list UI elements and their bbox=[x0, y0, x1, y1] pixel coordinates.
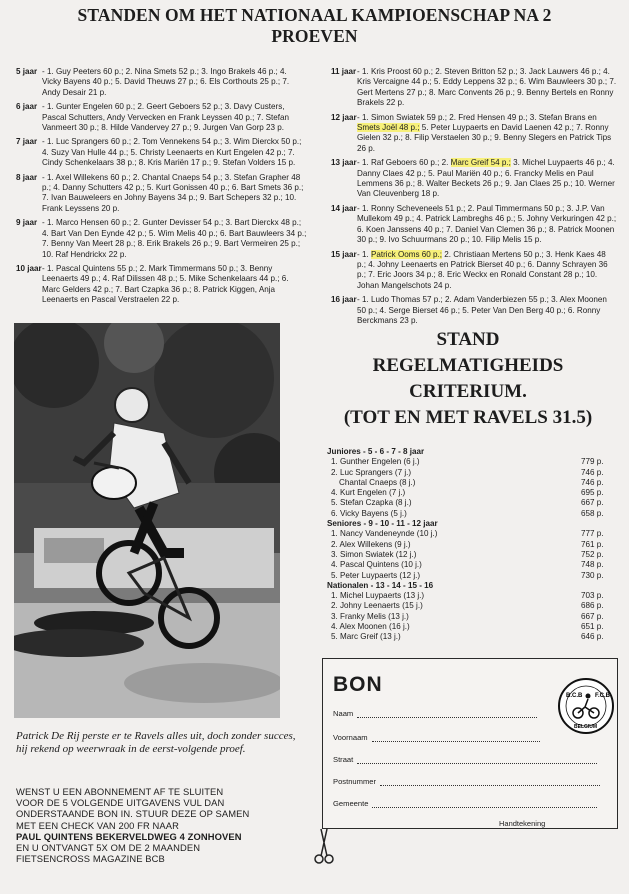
points: 730 p. bbox=[581, 570, 604, 580]
table-row bbox=[327, 560, 611, 570]
age-label: 16 jaar bbox=[331, 295, 357, 305]
field-line[interactable] bbox=[372, 741, 540, 742]
promo-line: ONDERSTAANDE BON IN. STUUR DEZE OP SAMEN bbox=[16, 808, 250, 820]
street-field[interactable] bbox=[333, 755, 597, 764]
age-label: 6 jaar bbox=[16, 102, 38, 112]
points: 752 p. bbox=[581, 549, 604, 559]
rider-name: 4. Pascal Quintens (10 j.) bbox=[331, 560, 422, 570]
rider-name: 2. Johny Leenaerts (15 j.) bbox=[331, 601, 423, 611]
table-row bbox=[327, 632, 611, 642]
points: 779 p. bbox=[581, 457, 604, 467]
rider-name: 4. Alex Moonen (16 j.) bbox=[331, 622, 410, 632]
table-row bbox=[327, 540, 611, 550]
headline-line-1: STANDEN OM HET NATIONAAL KAMPIOENSCHAP NA 2 bbox=[77, 5, 552, 25]
field-line[interactable] bbox=[372, 807, 597, 808]
points: 651 p. bbox=[581, 622, 604, 632]
table-row bbox=[327, 571, 611, 581]
promo-address: PAUL QUINTENS BEKERVELDWEG 4 ZONHOVEN bbox=[16, 830, 242, 842]
photo-caption: Patrick De Rij perste er te Ravels alles uit, doch zonder succes, hij rekend op weerwraak in de eerst-volgende proef. bbox=[16, 730, 296, 755]
promo-line: EN U ONTVANGT 5X OM DE 2 MAANDEN bbox=[16, 842, 201, 854]
table-row bbox=[327, 612, 611, 622]
logo-bottom-text: BELGIUM bbox=[574, 724, 598, 730]
points: 686 p. bbox=[581, 601, 604, 611]
logo-left-text: B.C.B bbox=[566, 693, 583, 699]
standings-text: - 1. Luc Sprangers 60 p.; 2. Tom Vennekens 54 p.; 3. Wim Dierckx 50 p.; 4. Suzy Van Hulle 44 p.; 5. Christy Leenaerts en Kurt Engelen 42 p.; 7. Cindy Schenkelaars 38 p.; 8. Kris Mariën 17 p.; 9. Stefan Volders 15 p. bbox=[42, 137, 302, 168]
table-row bbox=[327, 509, 611, 519]
standings-text: - 1. Kris Proost 60 p.; 2. Steven Britton 52 p.; 3. Jack Lauwers 46 p.; 4. Kris Vercaigne 44 p.; 5. Eddy Leppens 32 p.; 6. Wim Bauwleers 30 p.; 7. Gert Mertens 27 p.; 8. Marc Convents 26 p.; 9. Benny Bertels en Ronny Brakels 22 p. bbox=[357, 67, 617, 108]
standings-entry bbox=[16, 264, 307, 306]
points: 703 p. bbox=[581, 591, 604, 601]
standings-entry bbox=[16, 102, 307, 133]
age-label: 15 jaar bbox=[331, 249, 357, 259]
standings-entry bbox=[16, 137, 307, 168]
points: 695 p. bbox=[581, 488, 604, 498]
standings-text: 5. Peter Luypaerts en David Laenen 42 p.; 7. Ronny Gielen 32 p.; 8. Filip Verstaelen 30 p.; 9. Benny Slegers en Patrick Tips 26 p. bbox=[357, 123, 612, 153]
standings-entry bbox=[331, 158, 617, 200]
promo-line: MET EEN CHECK VAN 200 FR NAAR bbox=[16, 819, 180, 831]
first-name-field[interactable] bbox=[333, 733, 540, 742]
standings-entry bbox=[331, 295, 617, 326]
field-label: Straat bbox=[333, 755, 354, 764]
points: 746 p. bbox=[581, 477, 604, 487]
standings-text: - 1. Marco Hensen 60 p.; 2. Gunter Devisser 54 p.; 3. Bart Dierckx 48 p.; 4. Bart Van Den Eynde 42 p.; 5. Wim Melis 40 p.; 6. Bart Bauwleers 34 p.; 7. Benny Van Meert 28 p.; 8. Erik Brakels 26 p.; 9. Bart Vermeiren 25 p.; 10. Raf Hendrickx 22 p. bbox=[42, 218, 307, 259]
age-label: 5 jaar bbox=[16, 67, 38, 76]
highlighted-result: Patrick Ooms 60 p.; bbox=[370, 249, 443, 259]
standings-entry bbox=[331, 67, 617, 109]
stand-line-2: REGELMATIGHEIDS bbox=[372, 355, 564, 376]
field-label: Postnummer bbox=[333, 777, 377, 786]
table-row bbox=[327, 488, 611, 498]
table-row bbox=[327, 457, 611, 467]
bmx-rider-photo bbox=[14, 323, 280, 718]
group-heading: Seniores - 9 - 10 - 11 - 12 jaar bbox=[327, 519, 438, 529]
group-heading: Nationalen - 13 - 14 - 15 - 16 bbox=[327, 580, 434, 590]
standings-text: - 1. Gunter Engelen 60 p.; 2. Geert Geboers 52 p.; 3. Davy Custers, Pascal Schutters, Andy Vervecken en Frank Leyssen 40 p.; 7. Stefan Vanmeert 30 p.; 8. Hilde Vandervey 27 p.; 9. Jurgen Van Gorp 23 p. bbox=[42, 102, 290, 133]
postcode-field[interactable] bbox=[333, 777, 600, 786]
promo-line: WENST U EEN ABONNEMENT AF TE SLUITEN bbox=[16, 786, 224, 797]
table-row bbox=[327, 550, 611, 560]
points: 777 p. bbox=[581, 529, 604, 539]
highlighted-result: Smets Joël 48 p.; bbox=[357, 123, 420, 133]
stand-line-4: (TOT EN MET RAVELS 31.5) bbox=[343, 407, 593, 428]
rider-name: 5. Stefan Czapka (8 j.) bbox=[331, 498, 412, 508]
age-label: 10 jaar bbox=[16, 263, 42, 273]
regularity-table bbox=[327, 447, 611, 643]
table-row bbox=[327, 529, 611, 539]
age-label: 14 jaar bbox=[331, 203, 357, 213]
rider-name: 5. Marc Greif (13 j.) bbox=[331, 632, 401, 642]
standings-text: - 1. bbox=[357, 249, 371, 259]
field-line[interactable] bbox=[380, 785, 600, 786]
field-line[interactable] bbox=[357, 717, 537, 718]
scissors-icon bbox=[314, 827, 334, 867]
points: 748 p. bbox=[581, 560, 604, 570]
highlighted-result: Marc Greif 54 p.; bbox=[450, 158, 511, 168]
table-row bbox=[327, 468, 611, 478]
standings-entry bbox=[16, 218, 307, 260]
table-row bbox=[327, 591, 611, 601]
subscription-coupon bbox=[322, 658, 618, 829]
rider-name: 5. Peter Luypaerts (12 j.) bbox=[331, 570, 421, 580]
field-label: Gemeente bbox=[333, 799, 369, 808]
rider-name: 4. Kurt Engelen (7 j.) bbox=[331, 488, 406, 498]
table-row bbox=[327, 601, 611, 611]
field-label: Voornaam bbox=[333, 733, 368, 742]
age-label: 13 jaar bbox=[331, 158, 357, 168]
logo-right-text: F.C.B bbox=[595, 693, 610, 699]
promo-line: FIETSENCROSS MAGAZINE BCB bbox=[16, 853, 165, 865]
headline bbox=[0, 5, 629, 47]
regularity-title bbox=[318, 327, 618, 431]
field-label: Naam bbox=[333, 709, 354, 718]
age-label: 8 jaar bbox=[16, 172, 38, 182]
rider-name: 2. Luc Sprangers (7 j.) bbox=[331, 467, 412, 477]
field-line[interactable] bbox=[357, 763, 597, 764]
stand-line-3: CRITERIUM. bbox=[409, 381, 527, 402]
table-row bbox=[327, 622, 611, 632]
rider-name: 2. Alex Willekens (9 j.) bbox=[331, 539, 411, 549]
municipality-field[interactable] bbox=[333, 799, 597, 808]
table-row bbox=[327, 478, 611, 488]
stand-line-1: STAND bbox=[436, 329, 500, 350]
rider-name: 1. Gunther Engelen (6 j.) bbox=[331, 457, 420, 467]
standings-entry bbox=[16, 173, 307, 215]
points: 746 p. bbox=[581, 467, 604, 477]
coupon-title: BON bbox=[333, 673, 383, 696]
rider-name: Chantal Cnaeps (8 j.) bbox=[339, 477, 416, 487]
age-label: 12 jaar bbox=[331, 112, 357, 122]
promo-line: VOOR DE 5 VOLGENDE UITGAVENS VUL DAN bbox=[16, 797, 225, 809]
standings-text: - 1. Simon Swiatek 59 p.; 2. Fred Hensen 49 p.; 3. Stefan Brans en bbox=[357, 112, 597, 122]
age-label: 9 jaar bbox=[16, 218, 38, 228]
standings-left-column bbox=[16, 67, 307, 310]
name-field[interactable] bbox=[333, 709, 537, 718]
standings-text: - 1. Ludo Thomas 57 p.; 2. Adam Vanderbiezen 55 p.; 3. Alex Moonen 50 p.; 4. Serge Bierset 46 p.; 5. Peter Van Den Berg 40 p.; 6. Ronny Berckmans 23 p. bbox=[357, 295, 607, 325]
points: 667 p. bbox=[581, 611, 604, 621]
age-label: 11 jaar bbox=[331, 67, 357, 76]
signature-label: Handtekening bbox=[499, 819, 546, 828]
rider-name: 6. Vicky Bayens (5 j.) bbox=[331, 508, 407, 518]
bcb-logo-icon bbox=[557, 677, 615, 735]
standings-text: 3. Michel Luypaerts 46 p.; 4. Danny Claes 42 p.; 5. Paul Mariën 40 p.; 6. Francky Melis en Paul Lemmens 36 p.; 8. Walter Beckets 26 p.; 9. Jan Claes 25 p.; 10. Werner Van Cleuvenberg 18 p. bbox=[357, 158, 615, 199]
points: 761 p. bbox=[581, 539, 604, 549]
rider-name: 3. Simon Swiatek (12 j.) bbox=[331, 549, 417, 559]
standings-text: - 1. Guy Peeters 60 p.; 2. Nina Smets 52 p.; 3. Ingo Brakels 46 p.; 4. Vicky Bayens 40 p.; 5. David Theuws 27 p.; 6. Els Corthouts 25 p.; 7. Andy Desair 21 p. bbox=[42, 67, 290, 97]
rider-name: 1. Nancy Vandeneynde (10 j.) bbox=[331, 529, 438, 539]
points: 667 p. bbox=[581, 498, 604, 508]
rider-name: 3. Franky Melis (13 j.) bbox=[331, 611, 409, 621]
group-heading: Juniores - 5 - 6 - 7 - 8 jaar bbox=[327, 447, 425, 456]
standings-text: - 1. Pascal Quintens 55 p.; 2. Mark Timmermans 50 p.; 3. Benny Leenaerts 49 p.; 4. Raf Dilissen 48 p.; 5. Mike Schenkelaars 44 p.; 6. Marc Gelders 42 p.; 7. Bart Czapka 36 p.; 8. Patrick Kiggen, Anja Leenaerts en Pascal Verstraelen 22 p. bbox=[42, 263, 289, 305]
standings-text: - 1. Raf Geboers 60 p.; 2. bbox=[357, 158, 451, 168]
points: 646 p. bbox=[581, 632, 604, 642]
standings-text: - 1. Ronny Scheveneels 51 p.; 2. Paul Timmermans 50 p.; 3. J.P. Van Mullekom 49 p.; 4. Patrick Lambreghs 46 p.; 5. Johny Verkuringen 42 p.; 6. Koen Janssens 40 p.; 7. Daniel Van Clemen 36 p.; 8. Patrick Moonen 30 p.; 9. Ivo Schuurmans 20 p.; 10. Filip Melis 15 p. bbox=[357, 203, 617, 245]
standings-entry bbox=[331, 113, 617, 155]
points: 658 p. bbox=[581, 508, 604, 518]
standings-text: - 1. Axel Willekens 60 p.; 2. Chantal Cnaeps 54 p.; 3. Stefan Grapher 48 p.; 4. Danny Schutters 42 p.; 5. Kurt Gonissen 40 p.; 6. Bart Smets 36 p.; 7. Ivan Bauweleers en Johny Bayens 34 p.; 9. Bart Schepers 32 p.; 10. Frank Leyssens 20 p. bbox=[42, 172, 304, 213]
rider-name: 1. Michel Luypaerts (13 j.) bbox=[331, 591, 425, 601]
standings-text: 2. Christiaan Mertens 50 p.; 3. Henk Kaes 48 p.; 4. Johny Leenaerts en Patrick Bierset 40 p.; 6. Danny Schrayen 36 p.; 7. Eric Joors 34 p.; 8. Eric Weckx en Ronald Constant 28 p.; 10. Johan Mangelschots 24 p. bbox=[357, 249, 608, 290]
table-row bbox=[327, 498, 611, 508]
standings-entry bbox=[331, 204, 617, 246]
standings-entry bbox=[16, 67, 307, 98]
headline-line-2: PROEVEN bbox=[271, 26, 358, 46]
age-label: 7 jaar bbox=[16, 137, 38, 147]
standings-right-column bbox=[331, 67, 617, 330]
standings-entry bbox=[331, 250, 617, 292]
subscription-promo bbox=[16, 786, 316, 864]
